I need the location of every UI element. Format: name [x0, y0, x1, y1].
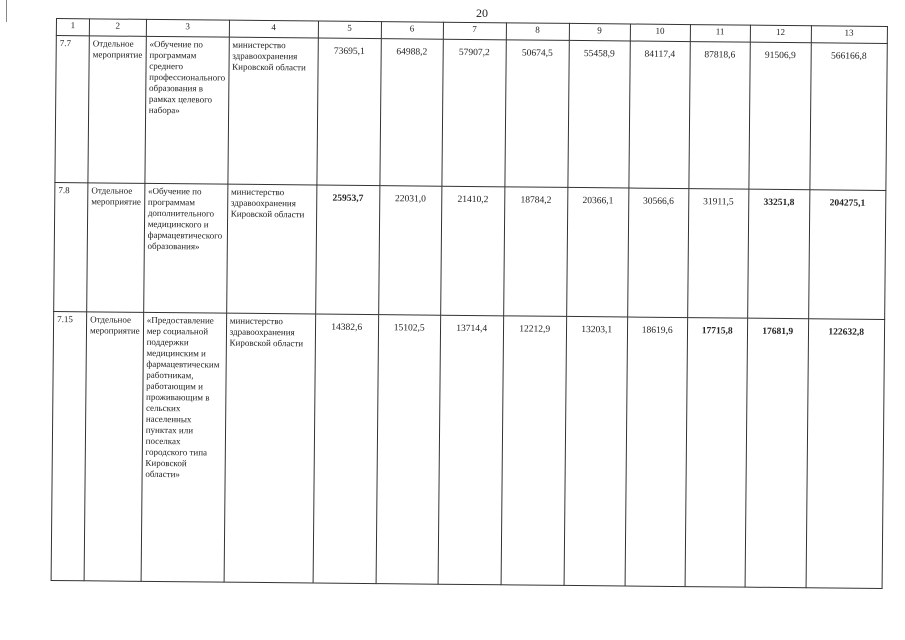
value-cell: 18619,6 [625, 317, 688, 587]
value-cell: 84117,4 [629, 41, 690, 189]
value-cell: 15102,5 [376, 315, 441, 585]
value-cell: 25953,7 [315, 185, 379, 315]
column-header: 1 [56, 19, 89, 36]
value-cell: 64988,2 [380, 39, 443, 187]
value-cell: 73695,1 [317, 38, 381, 186]
measure-type: Отдельное мероприятие [88, 36, 146, 184]
measure-name: «Обучение по программам среднего профессионального образования в рамках целевого набора» [145, 36, 229, 184]
measure-name: «Обучение по программам дополнительного медицинского и фармацевтического образования» [143, 183, 227, 313]
value-cell: 33251,8 [747, 189, 809, 319]
value-cell: 18784,2 [503, 187, 567, 317]
table-row [51, 311, 884, 588]
value-cell: 22031,0 [378, 186, 441, 316]
value-cell: 57907,2 [442, 39, 506, 187]
value-cell: 87818,6 [689, 42, 750, 190]
column-header: 7 [443, 22, 506, 40]
column-header: 2 [89, 19, 146, 37]
value-cell: 13714,4 [438, 315, 504, 585]
scan-edge-mark [6, 0, 7, 22]
value-cell: 21410,2 [440, 186, 504, 316]
column-header: 9 [569, 23, 630, 41]
value-cell: 17681,9 [745, 318, 809, 588]
executor: министерство здравоохранения Кировской области [226, 184, 316, 314]
value-cell: 12212,9 [501, 316, 567, 586]
column-header: 6 [381, 22, 443, 40]
value-cell: 50674,5 [505, 40, 569, 188]
measure-type: Отдельное мероприятие [84, 312, 143, 582]
table-row [54, 182, 886, 319]
value-cell: 91506,9 [749, 42, 811, 190]
column-header: 3 [146, 19, 229, 37]
row-number: 7.8 [54, 182, 88, 311]
column-header: 8 [506, 23, 569, 41]
column-header: 4 [229, 20, 318, 38]
column-header: 13 [811, 26, 887, 44]
total-cell: 204275,1 [808, 190, 885, 320]
column-header: 11 [690, 25, 750, 43]
executor: министерство здравоохранения Кировской области [224, 313, 316, 583]
column-header: 12 [750, 25, 811, 43]
row-number: 7.7 [55, 36, 89, 183]
total-cell: 566166,8 [810, 43, 887, 191]
value-cell: 31911,5 [687, 189, 748, 319]
column-header: 5 [318, 21, 381, 39]
value-cell: 17715,8 [685, 318, 748, 588]
table-container [51, 18, 888, 589]
measure-name: «Предоставление мер социальной поддержки медицинским и фармацевтическим работникам, работающим и проживающим в сельских населенных пунктах или поселках городского типа Кировской области» [141, 312, 227, 582]
value-cell: 20366,1 [566, 187, 628, 317]
value-cell: 13203,1 [564, 316, 628, 586]
value-cell: 30566,6 [627, 188, 688, 318]
table-row [55, 36, 887, 191]
column-header: 10 [630, 24, 690, 42]
total-cell: 122632,8 [806, 319, 885, 589]
row-number: 7.15 [51, 311, 87, 580]
measure-type: Отдельное мероприятие [87, 183, 145, 313]
expenditure-table [51, 18, 888, 589]
page-number: 20 [476, 6, 488, 20]
value-cell: 55458,9 [568, 40, 630, 188]
value-cell: 14382,6 [313, 314, 379, 584]
executor: министерство здравоохранения Кировской области [228, 37, 318, 185]
